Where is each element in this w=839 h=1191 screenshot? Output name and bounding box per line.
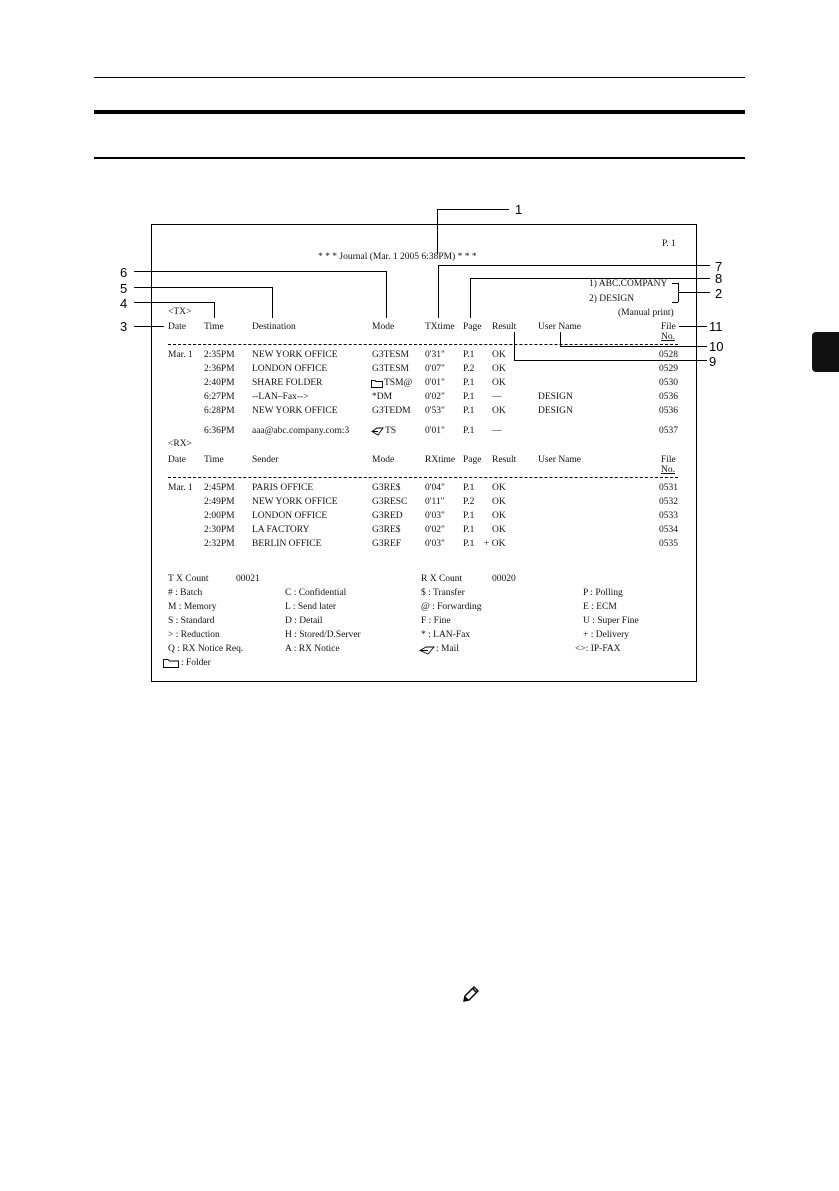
rx-rxtime: 0'02" xyxy=(425,525,445,535)
mail-icon xyxy=(419,646,435,655)
legend-reduction: > : Reduction xyxy=(168,630,220,640)
rx-result: OK xyxy=(492,497,506,507)
callout-7: 7 xyxy=(715,259,723,274)
header-rule-thick xyxy=(94,110,745,114)
rx-rxtime: 0'03" xyxy=(425,539,445,549)
tx-mode: G3TESM xyxy=(372,350,409,360)
rx-col-rxtime: RXtime xyxy=(425,455,456,465)
legend-transfer: $ : Transfer xyxy=(421,588,465,598)
rx-file: 0534 xyxy=(659,525,678,535)
tx-page: P.1 xyxy=(463,392,475,402)
rx-time: 2:45PM xyxy=(204,483,235,493)
leader-1-h xyxy=(437,209,509,210)
rx-sender: BERLIN OFFICE xyxy=(252,539,322,549)
rx-dash-line xyxy=(168,477,678,478)
tx-col-date: Date xyxy=(168,322,186,332)
tx-txtime: 0'07" xyxy=(425,364,445,374)
rx-col-file-no: No. xyxy=(661,465,675,475)
rx-rxtime: 0'03" xyxy=(425,511,445,521)
rx-page: P.1 xyxy=(463,511,475,521)
legend-forwarding: @ : Forwarding xyxy=(421,602,482,612)
tx-mode: G3TEDM xyxy=(372,406,411,416)
rx-time: 2:32PM xyxy=(204,539,235,549)
tx-txtime: 0'53" xyxy=(425,406,445,416)
callout-6: 6 xyxy=(120,265,128,280)
tx-col-txtime: TXtime xyxy=(425,322,455,332)
rx-rxtime: 0'04" xyxy=(425,483,445,493)
legend-rx-notice: A : RX Notice xyxy=(285,644,340,654)
tx-mode: *DM xyxy=(372,392,393,402)
legend-stored: H : Stored/D.Server xyxy=(285,630,361,640)
tx-time: 6:28PM xyxy=(204,406,235,416)
tx-mode: G3TESM xyxy=(372,364,409,374)
tx-col-user: User Name xyxy=(538,322,581,332)
rx-result: OK xyxy=(492,525,506,535)
rx-mode: G3RESC xyxy=(372,497,408,507)
rx-time: 2:30PM xyxy=(204,525,235,535)
rx-sender: PARIS OFFICE xyxy=(252,483,314,493)
rx-mode: G3REF xyxy=(372,539,402,549)
tx-page: P.1 xyxy=(463,350,475,360)
callout-4: 4 xyxy=(120,296,128,311)
rx-sender: NEW YORK OFFICE xyxy=(252,497,338,507)
tx-destination: NEW YORK OFFICE xyxy=(252,406,338,416)
manual-print: (Manual print) xyxy=(618,308,674,318)
rx-col-page: Page xyxy=(463,455,482,465)
tx-mode: TS xyxy=(385,426,397,436)
chapter-tab xyxy=(812,332,839,372)
header-rule-thin xyxy=(94,77,745,78)
rx-col-sender: Sender xyxy=(252,455,279,465)
legend-fine: F : Fine xyxy=(421,616,451,626)
tx-result: –– xyxy=(492,426,502,436)
user-list-1: 1) ABC.COMPANY xyxy=(589,279,668,289)
legend-polling: P : Polling xyxy=(583,588,623,598)
callout-3: 3 xyxy=(120,319,128,334)
tx-time: 6:27PM xyxy=(204,392,235,402)
tx-col-destination: Destination xyxy=(252,322,296,332)
tx-col-file-no: No. xyxy=(661,332,675,342)
rx-time: 2:00PM xyxy=(204,511,235,521)
tx-destination: NEW YORK OFFICE xyxy=(252,350,338,360)
callout-8: 8 xyxy=(715,271,723,286)
rx-rxtime: 0'11" xyxy=(425,497,445,507)
rx-count-value: 00020 xyxy=(492,574,516,584)
rx-col-result: Result xyxy=(492,455,517,465)
rx-col-file: File xyxy=(661,455,676,465)
tx-result: OK xyxy=(492,350,506,360)
pencil-note-icon xyxy=(462,985,480,1003)
rx-section-label: <RX> xyxy=(168,439,192,449)
tx-count-value: 00021 xyxy=(236,574,260,584)
tx-user: DESIGN xyxy=(538,392,573,402)
rx-col-mode: Mode xyxy=(372,455,395,465)
rx-file: 0532 xyxy=(659,497,678,507)
tx-result: OK xyxy=(492,406,506,416)
legend-delivery: + : Delivery xyxy=(583,630,629,640)
tx-time: 6:36PM xyxy=(204,426,235,436)
legend-folder: : Folder xyxy=(181,658,211,668)
rx-mode: G3RE$ xyxy=(372,483,401,493)
tx-result: –– xyxy=(492,392,502,402)
mail-icon xyxy=(371,427,384,436)
tx-col-mode: Mode xyxy=(372,322,395,332)
legend-super-fine: U : Super Fine xyxy=(583,616,639,626)
tx-col-time: Time xyxy=(204,322,224,332)
tx-destination: LONDON OFFICE xyxy=(252,364,328,374)
tx-user: DESIGN xyxy=(538,406,573,416)
tx-dash-line xyxy=(168,344,678,345)
rx-file: 0533 xyxy=(659,511,678,521)
tx-file: 0536 xyxy=(659,392,678,402)
tx-time: 2:40PM xyxy=(204,378,235,388)
legend-confidential: C : Confidential xyxy=(285,588,347,598)
tx-file: 0530 xyxy=(659,378,678,388)
tx-col-page: Page xyxy=(463,322,482,332)
rx-col-date: Date xyxy=(168,455,186,465)
tx-col-file: File xyxy=(661,322,676,332)
callout-1: 1 xyxy=(515,202,523,217)
tx-txtime: 0'02" xyxy=(425,392,445,402)
tx-destination: --LAN–Fax--> xyxy=(252,392,309,402)
tx-time: 2:36PM xyxy=(204,364,235,374)
rx-page: P.1 xyxy=(463,525,475,535)
tx-mode: TSM@ xyxy=(384,378,413,388)
legend-send-later: L : Send later xyxy=(285,602,337,612)
callout-11: 11 xyxy=(709,319,723,334)
rx-sender: LONDON OFFICE xyxy=(252,511,328,521)
rx-file: 0535 xyxy=(659,539,678,549)
legend-detail: D : Detail xyxy=(285,616,323,626)
legend-ip-fax: <>: IP-FAX xyxy=(575,644,621,654)
rx-sender: LA FACTORY xyxy=(252,525,310,535)
callout-5: 5 xyxy=(120,281,128,296)
tx-date: Mar. 1 xyxy=(168,350,193,360)
rx-result: OK xyxy=(492,511,506,521)
tx-destination: aaa@abc.company.com:3 xyxy=(252,426,350,436)
legend-batch: # : Batch xyxy=(168,588,203,598)
rx-count-label: R X Count xyxy=(421,574,463,584)
rx-mode: G3RED xyxy=(372,511,403,521)
legend-lan-fax: * : LAN-Fax xyxy=(421,630,471,640)
tx-file: 0536 xyxy=(659,406,678,416)
journal-report xyxy=(151,224,697,682)
rx-date: Mar. 1 xyxy=(168,483,193,493)
tx-file: 0529 xyxy=(659,364,678,374)
tx-section-label: <TX> xyxy=(168,307,192,317)
tx-file: 0537 xyxy=(659,426,678,436)
callout-10: 10 xyxy=(709,339,724,354)
tx-page: P.1 xyxy=(463,426,475,436)
tx-col-result: Result xyxy=(492,322,517,332)
tx-txtime: 0'31" xyxy=(425,350,445,360)
tx-count-label: T X Count xyxy=(168,574,209,584)
tx-time: 2:35PM xyxy=(204,350,235,360)
user-list-2: 2) DESIGN xyxy=(589,294,635,304)
rx-mode: G3RE$ xyxy=(372,525,401,535)
tx-page: P.1 xyxy=(463,406,475,416)
folder-icon xyxy=(371,379,383,388)
journal-title: * * * Journal (Mar. 1 2005 6:38PM) * * * xyxy=(318,252,477,262)
callout-2: 2 xyxy=(715,286,723,301)
legend-rx-notice-req: Q : RX Notice Req. xyxy=(168,644,244,654)
rx-page: P.2 xyxy=(463,497,475,507)
rx-page: P.1 xyxy=(463,483,475,493)
rx-file: 0531 xyxy=(659,483,678,493)
tx-result: OK xyxy=(492,364,506,374)
legend-mail: : Mail xyxy=(436,644,459,654)
page-number: P. 1 xyxy=(662,239,676,249)
header-rule-mid xyxy=(94,157,745,159)
rx-result: + OK xyxy=(484,539,506,549)
rx-col-time: Time xyxy=(204,455,224,465)
tx-file: 0528 xyxy=(659,350,678,360)
rx-page: P.1 xyxy=(463,539,475,549)
tx-txtime: 0'01" xyxy=(425,426,445,436)
tx-destination: SHARE FOLDER xyxy=(252,378,323,388)
callout-9: 9 xyxy=(709,354,717,369)
tx-result: OK xyxy=(492,378,506,388)
legend-standard: S : Standard xyxy=(168,616,215,626)
rx-col-user: User Name xyxy=(538,455,581,465)
tx-txtime: 0'01" xyxy=(425,378,445,388)
rx-time: 2:49PM xyxy=(204,497,235,507)
rx-result: OK xyxy=(492,483,506,493)
folder-icon xyxy=(163,658,179,668)
legend-memory: M : Memory xyxy=(168,602,217,612)
tx-page: P.1 xyxy=(463,378,475,388)
legend-ecm: E : ECM xyxy=(583,602,617,612)
tx-page: P.2 xyxy=(463,364,475,374)
